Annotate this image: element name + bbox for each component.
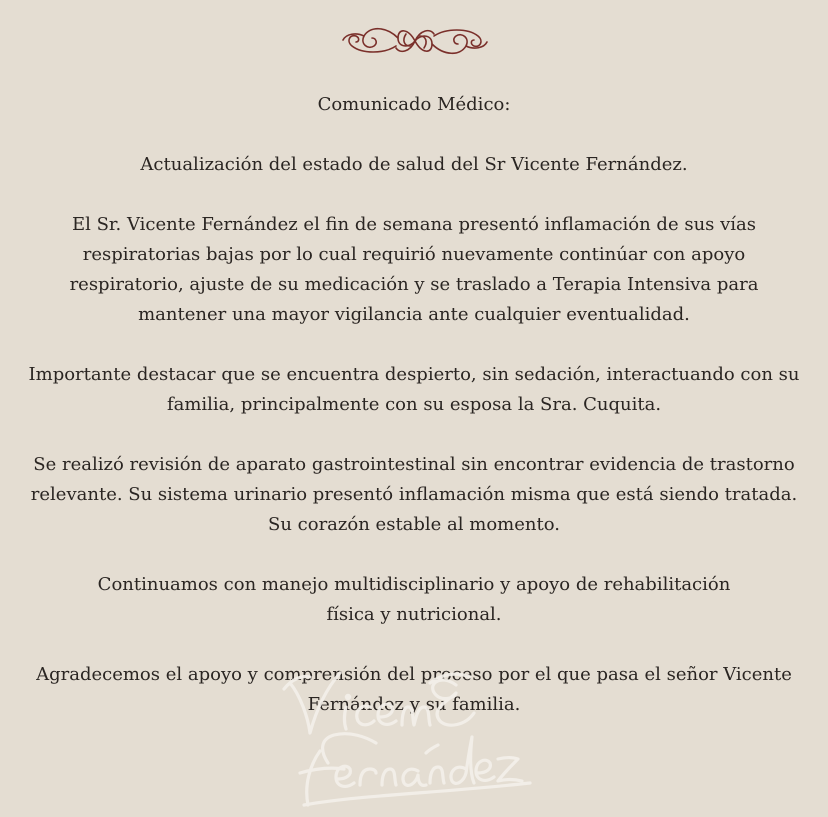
- paragraph-respiratory: [20, 210, 808, 330]
- paragraph-line: respiratorio, ajuste de su medicación y se traslado a Terapia Intensiva para: [69, 274, 759, 295]
- paragraph-line: mantener una mayor vigilancia ante cualquier eventualidad.: [138, 304, 690, 325]
- paragraph-line: Importante destacar que se encuentra despierto, sin sedación, interactuando con su: [28, 364, 800, 385]
- paragraph-line: Se realizó revisión de aparato gastrointestinal sin encontrar evidencia de trastorno: [33, 454, 795, 475]
- paragraph-review: [20, 450, 808, 540]
- paragraph-line: familia, principalmente con su esposa la Sra. Cuquita.: [166, 394, 662, 415]
- statement-body: [20, 90, 808, 720]
- flourish-ornament-icon: [340, 20, 490, 62]
- paragraph-awake: [20, 360, 808, 420]
- paragraph-line: Fernández y su familia.: [307, 694, 521, 715]
- paragraph-line: relevante. Su sistema urinario presentó inflamación misma que está siendo tratada.: [30, 484, 798, 505]
- statement-subtitle: Actualización del estado de salud del Sr Vicente Fernández.: [140, 154, 688, 175]
- statement-title: Comunicado Médico:: [317, 94, 511, 115]
- signature-icon: [280, 655, 570, 815]
- paragraph-line: física y nutricional.: [326, 604, 502, 625]
- paragraph-line: Agradecemos el apoyo y comprensión del proceso por el que pasa el señor Vicente: [36, 664, 792, 685]
- paragraph-line: El Sr. Vicente Fernández el fin de semana presentó inflamación de sus vías: [71, 214, 757, 235]
- paragraph-line: Su corazón estable al momento.: [268, 514, 560, 535]
- paragraph-line: respiratorias bajas por lo cual requirió nuevamente continúar con apoyo: [82, 244, 746, 265]
- paragraph-treatment: [20, 570, 808, 630]
- paragraph-line: Continuamos con manejo multidisciplinario y apoyo de rehabilitación: [97, 574, 731, 595]
